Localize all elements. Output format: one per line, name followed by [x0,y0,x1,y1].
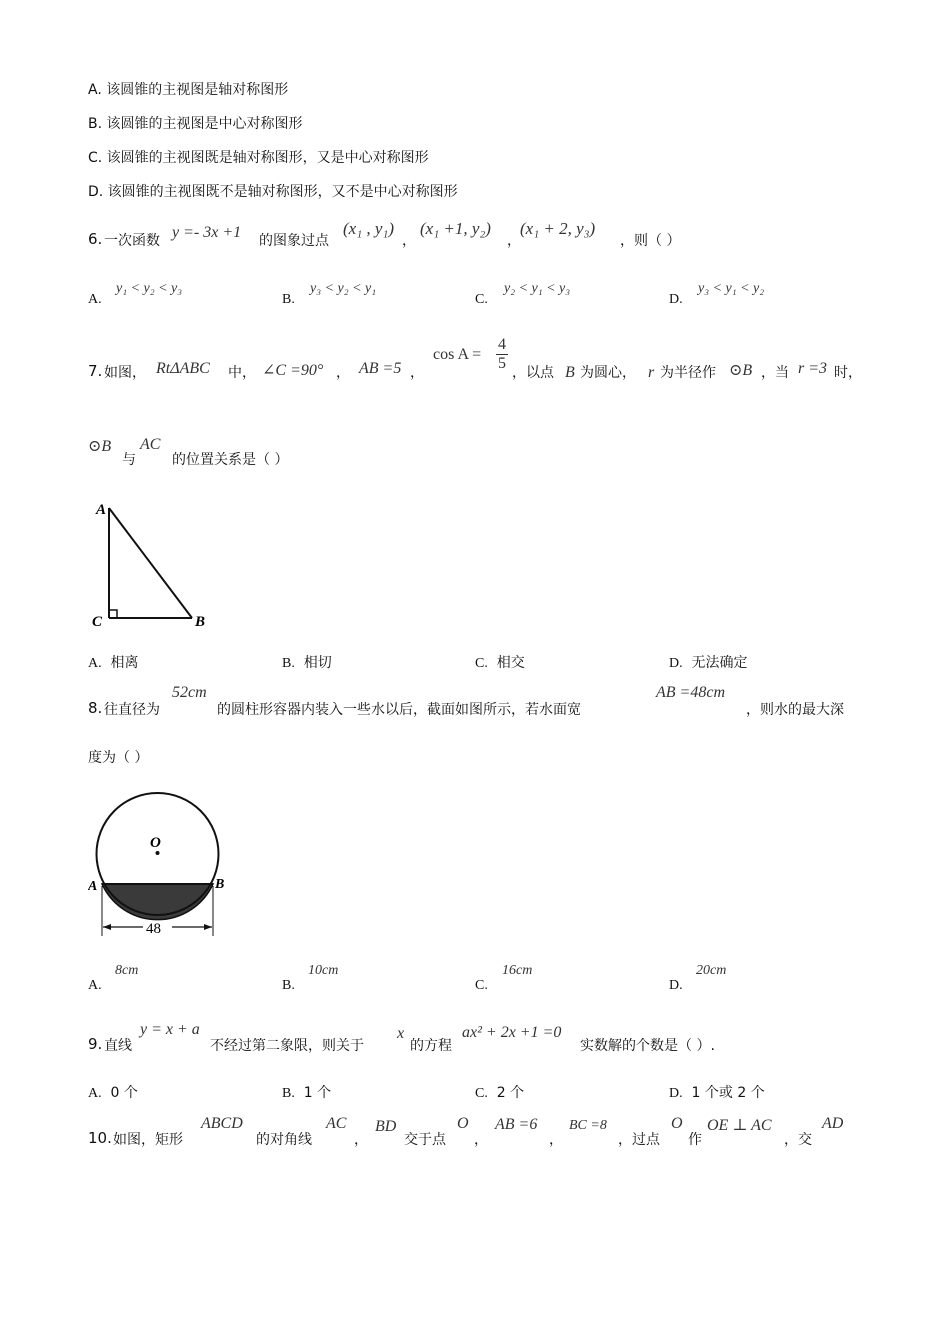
q10-text-2: 的对角线 [256,1132,312,1148]
q10-text-6: ， [549,1132,563,1148]
q10-ab: AB =6 [495,1116,538,1133]
q8-arrow-right [204,924,212,930]
q9-option-d: D. 1 个或 2 个 [669,1085,765,1101]
q6-number: 6. [88,230,103,248]
q7-angle: ∠C =90° [262,362,324,379]
q10-oe-perp-ac: OE ⊥ AC [707,1117,772,1134]
q6-option-d: y₃ < y₁ < y₂ [698,281,765,296]
q7-line2-text: 的位置关系是（ ） [172,452,289,468]
q9-equation: ax² + 2x +1 =0 [462,1024,562,1041]
q7-fraction-denominator: 5 [498,355,506,372]
q10-rect: ABCD [201,1115,243,1132]
q10-number: 10. [88,1129,112,1147]
q8-option-d: 20cm [696,963,727,978]
q10-text-1: 如图，矩形 [113,1132,183,1148]
q10-text-9: ，交 [784,1132,812,1148]
q9-option-b: B. 1 个 [282,1085,332,1101]
q7-text-3: ， [336,365,350,381]
q10-text-8: 作 [688,1132,702,1148]
q8-width: AB =48cm [656,684,725,701]
q6-point-1: (x₁ , y₁) [343,219,394,238]
q8-option-c: 16cm [502,963,533,978]
q6-point-3: (x₁ + 2, y₃) [520,219,596,238]
q7-line2-with: 与 [122,452,136,468]
q8-option-b: 10cm [308,963,339,978]
q8-diameter: 52cm [172,684,207,701]
q8-label-48: 48 [146,921,161,937]
q8-label-a: A [88,879,98,894]
q8-arrow-left [103,924,111,930]
q7-option-a: A. 相离 [88,655,139,671]
q9-option-c: C. 2 个 [475,1085,525,1101]
q6-option-a: y₁ < y₂ < y₃ [116,281,183,296]
q8-circle-figure [88,784,236,944]
q6-option-b-letter: B. [282,292,295,307]
q9-x: x [397,1025,405,1042]
q6-sep-1: ， [402,233,416,249]
q10-ac: AC [326,1115,347,1132]
q6-text-1: 一次函数 [104,233,160,249]
q7-label-c: C [92,614,103,630]
q6-text-2: 的图象过点 [259,233,329,249]
q8-text-3: ，则水的最大深 [746,702,844,718]
q7-ab: AB =5 [359,360,402,377]
q7-radius: r [648,364,655,381]
q7-text-4: ， [410,365,424,381]
q7-text-9: 时， [834,365,862,381]
q6-option-b: y₃ < y₂ < y₁ [310,281,377,296]
q7-circle-b: ⊙B [729,362,753,379]
q10-o: O [457,1115,469,1132]
q7-option-c: C. 相交 [475,655,525,671]
q7-text-6: 为圆心， [580,365,636,381]
q7-fraction-numerator: 4 [498,336,506,353]
q6-option-d-letter: D. [669,292,683,307]
q7-number: 7. [88,362,103,380]
q7-option-d: D. 无法确定 [669,655,748,671]
q7-triangle: RtΔABC [156,360,210,377]
q9-line-eq: y = x + a [140,1021,200,1038]
q7-line2-ac: AC [140,436,161,453]
q6-text-3: ，则（ ） [620,233,681,249]
q9-option-a: A. 0 个 [88,1085,138,1101]
q7-side-ab [109,508,192,618]
q5-option-d: D. 该圆锥的主视图既不是轴对称图形，又不是中心对称图形 [88,184,458,200]
q10-text-7: ，过点 [618,1132,660,1148]
q7-right-angle-mark [109,610,117,618]
q6-function: y =- 3x +1 [172,224,242,241]
q7-triangle-figure [88,496,218,636]
q10-text-5: ， [474,1132,488,1148]
q6-sep-2: ， [507,233,521,249]
q10-o2: O [671,1115,683,1132]
q8-label-b: B [215,877,225,892]
q9-text-2: 不经过第二象限，则关于 [210,1038,364,1054]
q5-option-a: A. 该圆锥的主视图是轴对称图形 [88,82,289,98]
q8-line2: 度为（ ） [88,750,149,766]
q7-line2-circle: ⊙B [88,438,112,455]
q7-text-7: 为半径作 [660,365,716,381]
q7-point-b: B [565,364,575,381]
q5-option-c: C. 该圆锥的主视图既是轴对称图形，又是中心对称图形 [88,150,429,166]
q8-text-2: 的圆柱形容器内装入一些水以后，截面如图所示，若水面宽 [217,702,581,718]
q8-option-a: 8cm [115,963,139,978]
q8-label-o: O [150,835,161,851]
q7-option-b: B. 相切 [282,655,332,671]
q6-point-2: (x₁ +1, y₂) [420,219,491,238]
q7-label-a: A [96,502,107,518]
q8-option-c-letter: C. [475,978,488,993]
q6-option-c-letter: C. [475,292,488,307]
q6-option-a-letter: A. [88,292,102,307]
q7-text-2: 中， [228,365,256,381]
q10-text-3: ， [354,1132,368,1148]
q7-r-equals: r =3 [798,360,828,377]
q5-option-b: B. 该圆锥的主视图是中心对称图形 [88,116,303,132]
q9-number: 9. [88,1035,103,1053]
q9-text-1: 直线 [104,1038,132,1054]
q10-bd: BD [375,1118,397,1135]
q7-text-1: 如图， [104,365,146,381]
q8-option-a-letter: A. [88,978,102,993]
q10-bc: BC =8 [569,1118,607,1133]
q8-option-d-letter: D. [669,978,683,993]
q6-option-c: y₂ < y₁ < y₃ [504,281,571,296]
q7-text-8: ，当 [761,365,789,381]
q7-label-b: B [195,614,206,630]
q10-text-4: 交于点 [404,1132,446,1148]
q10-ad: AD [822,1115,844,1132]
q8-number: 8. [88,699,103,717]
q9-text-4: 实数解的个数是（ ）. [580,1038,715,1054]
q7-cos: cos A = [433,346,482,363]
q8-text-1: 往直径为 [104,702,160,718]
q7-text-5: ，以点 [512,365,554,381]
q7-fraction [496,336,508,373]
q8-option-b-letter: B. [282,978,295,993]
q8-center-dot [156,851,160,855]
q9-text-3: 的方程 [410,1038,452,1054]
